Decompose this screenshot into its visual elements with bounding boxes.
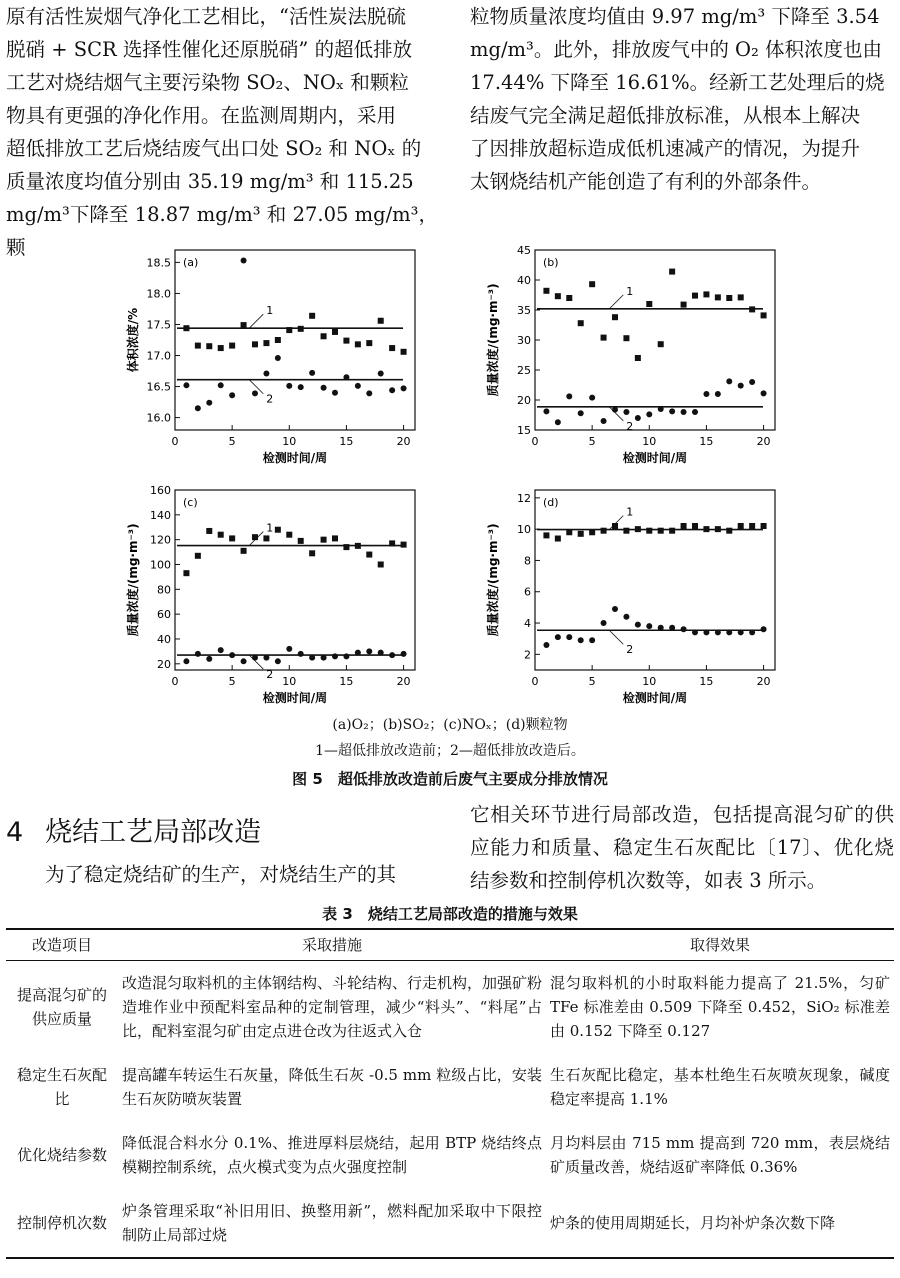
data-point-square xyxy=(332,329,338,335)
data-point-square xyxy=(343,338,349,344)
text-line: 质量浓度均值分别由 35.19 mg/m³ 和 115.25 xyxy=(6,170,414,193)
data-point-circle xyxy=(566,634,572,640)
y-tick-label: 16.0 xyxy=(146,411,171,425)
panel-label: (c) xyxy=(183,496,198,509)
data-point-square xyxy=(241,322,247,328)
y-tick-label: 15 xyxy=(517,424,531,437)
section-title: 烧结工艺局部改造 xyxy=(45,817,262,848)
data-point-circle xyxy=(263,371,269,377)
series-leader xyxy=(609,295,623,309)
y-tick-label: 25 xyxy=(517,364,531,377)
panel-label: (a) xyxy=(183,256,199,269)
data-point-square xyxy=(761,312,767,318)
table-cell: 炉条管理采取“补旧用旧、换整用新”，燃料配加采取中下限控制防止局部过烧 xyxy=(118,1189,546,1258)
series-number-label: 2 xyxy=(626,419,634,433)
y-tick-label: 160 xyxy=(150,484,171,497)
data-point-square xyxy=(366,552,372,558)
panel-label: (d) xyxy=(543,496,559,509)
data-point-square xyxy=(309,550,315,556)
series-number-label: 2 xyxy=(266,392,274,406)
text-line: 原有活性炭烟气净化工艺相比，“活性炭法脱硫 xyxy=(6,5,406,28)
x-tick-label: 20 xyxy=(396,435,411,448)
data-point-circle xyxy=(635,415,641,421)
text-line: 结废气完全满足超低排放标准，从根本上解决 xyxy=(470,104,861,127)
data-point-square xyxy=(206,343,212,349)
text-line: 了因排放超标造成低机速减产的情况，为提升 xyxy=(470,137,861,160)
data-point-square xyxy=(635,355,641,361)
x-tick-label: 5 xyxy=(228,675,236,688)
data-point-square xyxy=(298,326,304,332)
data-point-circle xyxy=(229,392,235,398)
data-point-circle xyxy=(761,626,767,632)
table-header-cell: 采取措施 xyxy=(118,929,546,961)
x-axis-label: 检测时间/周 xyxy=(262,691,328,705)
data-point-square xyxy=(229,535,235,541)
data-point-square xyxy=(298,538,304,544)
data-point-circle xyxy=(715,391,721,397)
data-point-circle xyxy=(218,382,224,388)
y-tick-label: 17.5 xyxy=(146,318,171,332)
data-point-circle xyxy=(389,652,395,658)
y-tick-label: 40 xyxy=(157,632,171,646)
series-number-label: 1 xyxy=(626,505,634,519)
y-tick-label: 20 xyxy=(157,657,171,671)
data-point-circle xyxy=(738,383,744,389)
measures-table xyxy=(6,928,894,1259)
data-point-square xyxy=(749,306,755,312)
data-point-circle xyxy=(252,390,258,396)
y-tick-label: 4 xyxy=(524,617,531,631)
y-tick-label: 2 xyxy=(524,648,531,662)
y-tick-label: 35 xyxy=(517,304,531,317)
data-point-square xyxy=(692,523,698,529)
table-row xyxy=(6,1189,894,1258)
table-cell: 稳定生石灰配比 xyxy=(16,1066,107,1108)
section-paragraph-right: 它相关环节进行局部改造，包括提高混匀矿的供应能力和质量、稳定生石灰配比〔17〕、优化烧结参数和控制停机次数等，如表 3 所示。 xyxy=(470,803,894,892)
data-point-circle xyxy=(726,378,732,384)
data-point-circle xyxy=(566,393,572,399)
data-point-square xyxy=(601,528,607,534)
table-header-cell: 改造项目 xyxy=(6,929,118,961)
data-point-square xyxy=(715,526,721,532)
data-point-square xyxy=(263,340,269,346)
data-point-square xyxy=(681,523,687,529)
data-point-square xyxy=(555,293,561,299)
data-point-circle xyxy=(589,395,595,401)
data-point-circle xyxy=(286,646,292,652)
data-point-square xyxy=(761,523,767,529)
data-point-square xyxy=(738,523,744,529)
data-point-circle xyxy=(612,606,618,612)
data-point-circle xyxy=(749,379,755,385)
data-point-square xyxy=(195,343,201,349)
data-point-square xyxy=(612,314,618,320)
series-leader xyxy=(249,532,263,546)
data-point-square xyxy=(218,345,224,351)
table-title: 表 3 烧结工艺局部改造的措施与效果 xyxy=(322,905,578,923)
text-line: 物具有更强的净化作用。在监测周期内，采用 xyxy=(6,104,397,127)
data-point-square xyxy=(646,301,652,307)
data-point-circle xyxy=(669,625,675,631)
chart-panel-a xyxy=(110,240,430,470)
data-point-circle xyxy=(263,655,269,661)
x-tick-label: 0 xyxy=(171,435,179,448)
data-point-circle xyxy=(658,406,664,412)
data-point-circle xyxy=(389,387,395,393)
y-axis-label: 体积浓度/% xyxy=(126,307,140,373)
data-point-circle xyxy=(332,390,338,396)
data-point-circle xyxy=(332,653,338,659)
panel-label: (b) xyxy=(543,256,559,269)
data-point-square xyxy=(555,536,561,542)
table-cell: 优化烧结参数 xyxy=(16,1146,107,1164)
data-point-square xyxy=(286,327,292,333)
data-point-square xyxy=(355,543,361,549)
data-point-square xyxy=(703,526,709,532)
data-point-circle xyxy=(321,385,327,391)
data-point-square xyxy=(589,281,595,287)
x-tick-label: 10 xyxy=(642,435,657,448)
data-point-square xyxy=(401,349,407,355)
data-point-circle xyxy=(601,620,607,626)
data-point-square xyxy=(749,523,755,529)
table-cell: 生石灰配比稳定，基本杜绝生石灰喷灰现象，碱度稳定率提高 1.1% xyxy=(550,1066,890,1108)
data-point-square xyxy=(263,535,269,541)
data-point-circle xyxy=(195,651,201,657)
data-point-circle xyxy=(589,637,595,643)
data-point-circle xyxy=(543,408,549,414)
data-point-circle xyxy=(726,629,732,635)
data-point-square xyxy=(566,529,572,535)
data-point-square xyxy=(726,528,732,534)
data-point-circle xyxy=(578,410,584,416)
data-point-circle xyxy=(343,374,349,380)
data-point-square xyxy=(321,537,327,543)
series-number-label: 1 xyxy=(266,521,274,535)
data-point-circle xyxy=(366,390,372,396)
data-point-square xyxy=(578,531,584,537)
table-row xyxy=(6,1121,894,1189)
data-point-circle xyxy=(275,355,281,361)
data-point-circle xyxy=(298,651,304,657)
y-tick-label: 140 xyxy=(150,508,171,522)
data-point-square xyxy=(183,570,189,576)
data-point-square xyxy=(658,528,664,534)
data-point-circle xyxy=(229,652,235,658)
data-point-square xyxy=(646,528,652,534)
text-column-left xyxy=(6,0,438,264)
data-point-circle xyxy=(366,648,372,654)
x-tick-label: 15 xyxy=(339,435,354,448)
x-tick-label: 15 xyxy=(699,675,714,688)
data-point-square xyxy=(275,337,281,343)
x-tick-label: 20 xyxy=(756,435,771,448)
data-point-circle xyxy=(646,623,652,629)
text-line: 工艺对烧结烟气主要污染物 SO₂、NOₓ 和颗粒 xyxy=(6,71,409,94)
text-line: 脱硝 + SCR 选择性催化还原脱硝” 的超低排放 xyxy=(6,38,413,61)
y-tick-label: 17.0 xyxy=(146,349,171,363)
text-line: 17.44% 下降至 16.61%。经新工艺处理后的烧 xyxy=(470,71,885,94)
data-point-square xyxy=(218,532,224,538)
figure-subcaption: (a)O₂；(b)SO₂；(c)NOₓ；(d)颗粒物 xyxy=(332,717,568,733)
table-cell: 混匀取料机的小时取料能力提高了 21.5%，匀矿 TFe 标准差由 0.509 下降至 0.452，SiO₂ 标准差由 0.152 下降至 0.127 xyxy=(550,974,890,1040)
data-point-square xyxy=(183,325,189,331)
y-axis-label: 质量浓度/(mg·m⁻³) xyxy=(486,523,500,637)
data-point-circle xyxy=(543,642,549,648)
text-line: 粒物质量浓度均值由 9.97 mg/m³ 下降至 3.54 xyxy=(470,5,880,28)
data-point-circle xyxy=(555,419,561,425)
data-point-circle xyxy=(218,647,224,653)
section-number: 4 xyxy=(6,817,24,848)
data-point-circle xyxy=(623,409,629,415)
y-tick-label: 30 xyxy=(517,334,531,347)
data-point-square xyxy=(658,341,664,347)
x-tick-label: 10 xyxy=(282,435,297,448)
table-cell: 控制停机次数 xyxy=(6,1189,118,1258)
y-tick-label: 40 xyxy=(517,274,531,287)
table-cell: 提高罐车转运生石灰量，降低生石灰 -0.5 mm 粒级占比，安装生石灰防喷灰装置 xyxy=(122,1066,542,1108)
data-point-circle xyxy=(206,400,212,406)
data-point-circle xyxy=(578,637,584,643)
x-tick-label: 5 xyxy=(588,675,596,688)
data-point-square xyxy=(401,542,407,548)
data-point-circle xyxy=(681,409,687,415)
data-point-circle xyxy=(401,651,407,657)
data-point-square xyxy=(275,527,281,533)
data-point-circle xyxy=(646,411,652,417)
data-point-square xyxy=(726,295,732,301)
y-tick-label: 45 xyxy=(517,244,531,257)
y-tick-label: 60 xyxy=(157,608,171,622)
data-point-circle xyxy=(692,409,698,415)
y-tick-label: 100 xyxy=(150,558,171,572)
series-number-label: 1 xyxy=(266,304,274,318)
y-tick-label: 16.5 xyxy=(146,380,171,394)
x-tick-label: 5 xyxy=(588,435,596,448)
data-point-circle xyxy=(715,629,721,635)
data-point-square xyxy=(343,544,349,550)
data-point-circle xyxy=(252,655,258,661)
data-point-square xyxy=(703,291,709,297)
text-column-right xyxy=(470,0,894,198)
table-cell: 降低混合料水分 0.1%、推进厚料层烧结，起用 BTP 烧结终点模糊控制系统，点火模式变为点火强度控制 xyxy=(122,1134,542,1176)
data-point-circle xyxy=(669,408,675,414)
data-point-circle xyxy=(355,383,361,389)
series-leader xyxy=(249,314,263,328)
data-point-square xyxy=(355,341,361,347)
data-point-circle xyxy=(692,629,698,635)
chart-panel-b xyxy=(470,240,790,470)
text-line: mg/m³。此外，排放废气中的 O₂ 体积浓度也由 xyxy=(470,38,883,61)
data-point-circle xyxy=(309,655,315,661)
data-point-square xyxy=(543,288,549,294)
series-leader xyxy=(609,630,623,644)
y-tick-label: 80 xyxy=(157,583,171,597)
data-point-circle xyxy=(555,634,561,640)
data-point-square xyxy=(241,548,247,554)
data-point-square xyxy=(389,345,395,351)
data-point-circle xyxy=(195,405,201,411)
chart-panel-d xyxy=(470,480,790,710)
y-tick-label: 10 xyxy=(517,523,531,537)
data-point-square xyxy=(206,528,212,534)
plot-frame xyxy=(535,490,775,670)
data-point-circle xyxy=(623,614,629,620)
data-point-square xyxy=(692,293,698,299)
data-point-circle xyxy=(761,390,767,396)
x-tick-label: 0 xyxy=(171,675,179,688)
data-point-circle xyxy=(378,650,384,656)
section-heading xyxy=(6,810,261,849)
data-point-square xyxy=(378,561,384,567)
y-tick-label: 6 xyxy=(524,585,531,599)
data-point-square xyxy=(589,529,595,535)
section-paragraph-left: 为了稳定烧结矿的生产，对烧结生产的其 xyxy=(45,863,397,886)
data-point-square xyxy=(366,340,372,346)
data-point-circle xyxy=(749,629,755,635)
data-point-square xyxy=(378,318,384,324)
data-point-square xyxy=(669,269,675,275)
y-tick-label: 12 xyxy=(517,491,531,505)
table-cell: 改造混匀取料机的主体钢结构、斗轮结构、行走机构，加强矿粉造堆作业中预配料室品种的定制管理，减少“料头”、“料尾”占比，配料室混匀矿由定点进仓改为往返式入仓 xyxy=(122,974,543,1040)
plot-frame xyxy=(175,490,415,670)
x-tick-label: 20 xyxy=(756,675,771,688)
x-tick-label: 10 xyxy=(642,675,657,688)
x-tick-label: 10 xyxy=(282,675,297,688)
table-header-cell: 取得效果 xyxy=(546,929,894,961)
y-axis-label: 质量浓度/(mg·m⁻³) xyxy=(126,523,140,637)
table-header-row xyxy=(6,929,894,961)
data-point-circle xyxy=(206,656,212,662)
text-line: 太钢烧结机产能创造了有利的外部条件。 xyxy=(470,170,822,193)
data-point-circle xyxy=(241,258,247,264)
chart-panel-c xyxy=(110,480,430,710)
data-point-square xyxy=(543,532,549,538)
text-line: 超低排放工艺后烧结废气出口处 SO₂ 和 NOₓ 的 xyxy=(6,137,422,160)
x-axis-label: 检测时间/周 xyxy=(622,451,688,465)
x-tick-label: 5 xyxy=(228,435,236,448)
y-axis-label: 质量浓度/(mg·m⁻³) xyxy=(486,283,500,397)
data-point-square xyxy=(578,320,584,326)
table-cell: 炉条的使用周期延长，月均补炉条次数下降 xyxy=(546,1189,894,1258)
data-point-circle xyxy=(703,629,709,635)
y-tick-label: 20 xyxy=(517,394,531,407)
table-cell: 提高混匀矿的供应质量 xyxy=(16,986,107,1028)
series-number-label: 1 xyxy=(626,284,634,298)
data-point-square xyxy=(389,540,395,546)
table-row xyxy=(6,961,894,1054)
data-point-square xyxy=(309,313,315,319)
data-point-circle xyxy=(183,658,189,664)
data-point-circle xyxy=(286,383,292,389)
data-point-square xyxy=(601,335,607,341)
table-row xyxy=(6,1053,894,1121)
data-point-square xyxy=(669,528,675,534)
data-point-circle xyxy=(275,658,281,664)
data-point-circle xyxy=(681,626,687,632)
data-point-square xyxy=(623,528,629,534)
data-point-square xyxy=(635,526,641,532)
y-tick-label: 120 xyxy=(150,533,171,547)
data-point-square xyxy=(738,294,744,300)
y-tick-label: 18.0 xyxy=(146,287,171,301)
data-point-circle xyxy=(355,650,361,656)
plot-frame xyxy=(535,250,775,430)
data-point-circle xyxy=(298,384,304,390)
data-point-square xyxy=(195,553,201,559)
data-point-circle xyxy=(635,622,641,628)
data-point-square xyxy=(715,294,721,300)
x-tick-label: 0 xyxy=(531,675,539,688)
y-tick-label: 18.5 xyxy=(146,256,171,270)
figure-title: 图 5 超低排放改造前后废气主要成分排放情况 xyxy=(292,770,608,788)
series-number-label: 2 xyxy=(266,668,274,682)
data-point-square xyxy=(286,532,292,538)
x-tick-label: 20 xyxy=(396,675,411,688)
figure-legend: 1—超低排放改造前；2—超低排放改造后。 xyxy=(315,743,585,759)
x-tick-label: 15 xyxy=(699,435,714,448)
text-line: mg/m³下降至 18.87 mg/m³ 和 27.05 mg/m³，颗 xyxy=(6,203,438,259)
data-point-circle xyxy=(183,382,189,388)
data-point-circle xyxy=(343,653,349,659)
data-point-circle xyxy=(241,658,247,664)
x-axis-label: 检测时间/周 xyxy=(622,691,688,705)
data-point-circle xyxy=(601,418,607,424)
data-point-square xyxy=(566,295,572,301)
data-point-square xyxy=(229,343,235,349)
data-point-square xyxy=(681,302,687,308)
data-point-circle xyxy=(401,385,407,391)
data-point-circle xyxy=(378,371,384,377)
data-point-square xyxy=(321,333,327,339)
x-tick-label: 15 xyxy=(339,675,354,688)
series-number-label: 2 xyxy=(626,643,634,657)
data-point-circle xyxy=(738,629,744,635)
x-tick-label: 0 xyxy=(531,435,539,448)
data-point-circle xyxy=(612,407,618,413)
y-tick-label: 8 xyxy=(524,554,531,568)
x-axis-label: 检测时间/周 xyxy=(262,451,328,465)
data-point-square xyxy=(332,535,338,541)
data-point-circle xyxy=(321,655,327,661)
data-point-circle xyxy=(309,370,315,376)
data-point-circle xyxy=(658,625,664,631)
data-point-square xyxy=(623,335,629,341)
data-point-square xyxy=(252,341,258,347)
data-point-circle xyxy=(703,391,709,397)
table-cell: 月均料层由 715 mm 提高到 720 mm，表层烧结矿质量改善，烧结返矿率降低 0.36% xyxy=(550,1134,890,1176)
